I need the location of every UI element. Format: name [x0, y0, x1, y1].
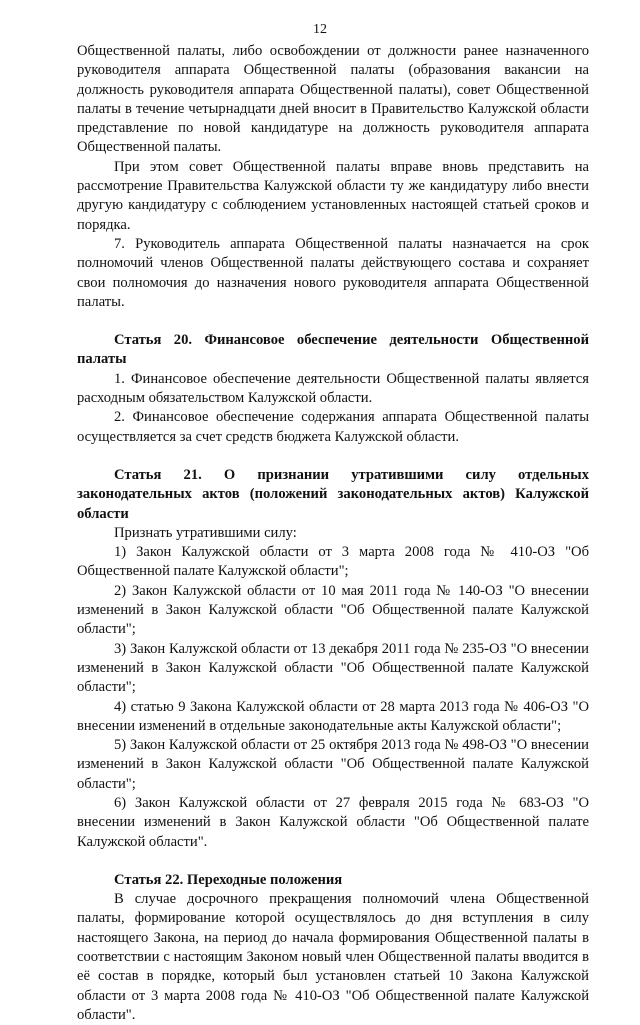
article-21-item: 4) статью 9 Закона Калужской области от 28 марта 2013 года № 406-ОЗ "О внесении изменений в отдельные законодательные акты Калужской области"; [77, 698, 589, 734]
article-21-heading: Статья 21. О признании утратившими силу отдельных законодательных актов (положений законодательных актов) Калужской области [77, 466, 589, 522]
paragraph: Общественной палаты, либо освобождении от должности ранее назначенного руководителя аппарата Общественной палаты (образования вакансии на должность руководителя аппарата Общественной палаты), совет Общественной палаты в течение четырнадцати дней вносит в Правительство Калужской области представление по новой кандидатуре на должность руководителя аппарата Общественной палаты. [77, 43, 589, 156]
article-21-item: 3) Закон Калужской области от 13 декабря 2011 года № 235-ОЗ "О внесении изменений в Закон Калужской области "Об Общественной палате Калужской области"; [77, 640, 589, 696]
article-21-intro: Признать утратившими силу: [114, 524, 297, 541]
article-22-heading: Статья 22. Переходные положения [114, 871, 343, 888]
page-number: 12 [313, 22, 327, 37]
document-body [77, 42, 589, 1025]
article-22-text: В случае досрочного прекращения полномочий члена Общественной палаты, формирование которой осуществлялось до дня вступления в силу настоящего Закона, на период до начала формирования Общественной палаты в соответствии с настоящим Законом новый член Общественной палаты вводится в её состав в порядке, который был установлен статьей 10 Закона Калужской области от 3 марта 2008 года № 410-ОЗ "Об Общественной палате Калужской области". [77, 891, 589, 1023]
article-21-item: 6) Закон Калужской области от 27 февраля 2015 года № 683-ОЗ "О внесении изменений в Закон Калужской области "Об Общественной палате Калужской области". [77, 794, 589, 850]
article-20-item: 1. Финансовое обеспечение деятельности Общественной палаты является расходным обязательством Калужской области. [77, 370, 589, 407]
paragraph: При этом совет Общественной палаты вправе вновь представить на рассмотрение Правительства Калужской области ту же кандидатуру либо внести другую кандидатуру с соблюдением установленных настоящей статьей сроков и порядка. [77, 158, 589, 233]
article-20-heading: Статья 20. Финансовое обеспечение деятельности Общественной палаты [77, 332, 589, 368]
article-21-item: 2) Закон Калужской области от 10 мая 2011 года № 140-ОЗ "О внесении изменений в Закон Калужской области "Об Общественной палате Калужской области"; [77, 582, 589, 638]
article-20-item: 2. Финансовое обеспечение содержания аппарата Общественной палаты осуществляется за счет средств бюджета Калужской области. [77, 409, 589, 445]
article-21-item: 1) Закон Калужской области от 3 марта 2008 года № 410-ОЗ "Об Общественной палате Калужской области"; [77, 544, 589, 580]
article-21-item: 5) Закон Калужской области от 25 октября 2013 года № 498-ОЗ "О внесении изменений в Закон Калужской области "Об Общественной палате Калужской области"; [77, 737, 589, 792]
paragraph: 7. Руководитель аппарата Общественной палаты назначается на срок полномочий членов Общественной палаты действующего состава и сохраняет свои полномочия до назначения нового руководителя аппарата Общественной палаты. [77, 235, 589, 310]
